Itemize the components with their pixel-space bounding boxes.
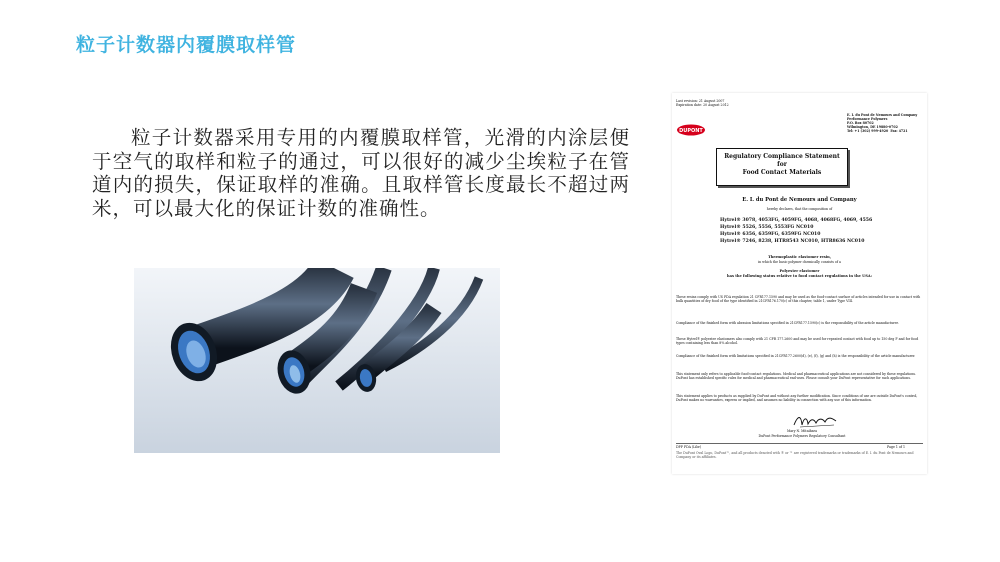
- doc-products: Hytrel® 3078, 4053FG, 4059FG, 4068, 4068FG, 4069, 4556 Hytrel® 5526, 5556, 5553FG NC010 Hytrel® 6356, 6359FG, 6359FG NC010 Hytrel® 7246, 8238, HTR8543 NC010, HTR8636 NC010: [720, 218, 873, 244]
- doc-para-4: Compliance of the finished form with limitations specified in 21CFR177.2600(d), (e), (f), (g) and (h) is the responsibility of the article manufacturer.: [676, 354, 916, 358]
- slide-title: 粒子计数器内覆膜取样管: [76, 34, 297, 56]
- doc-polyester: Polyester elastomer: [779, 269, 820, 273]
- doc-signer-title: DuPont Performance Polymers Regulatory Consultant: [758, 434, 846, 438]
- doc-revision: Last revision: 21 August 2007 Expiration date: 20 August 2012: [676, 99, 729, 107]
- doc-signer: Mary N. Mitaibara: [787, 429, 817, 433]
- compliance-document: [672, 93, 927, 474]
- doc-title-box: [716, 148, 848, 186]
- doc-resin-type: Thermoplastic elastomer resin,: [767, 255, 832, 259]
- dupont-logo-text: DUPONT: [679, 128, 703, 134]
- doc-hereby: hereby declares, that the composition of: [766, 207, 833, 211]
- doc-company: E. I. du Pont de Nemours and Company: [742, 197, 857, 203]
- doc-resin-sub: in which the basic polymer chemically consists of a: [758, 260, 841, 264]
- doc-footer-left: DPP FDA (Libr): [676, 445, 702, 449]
- doc-footer-right: Page 1 of 1: [887, 445, 906, 449]
- signature-image: [792, 413, 842, 429]
- doc-footer-rule: [676, 443, 923, 444]
- doc-para-2: Compliance of the finished form with abrasion limitations specified in 21CFR177.1590(c) is the responsibility of the article manufacturer.: [676, 321, 899, 325]
- doc-para-1: These resins comply with US FDA regulation 21 CFR177.1590 and may be used as the food-contact surface of articles intended for use in contact with bulk quantities of dry food of the type identified in 21CFR176.170(c) of this chapter, table 1, under Type VIII.: [676, 295, 921, 303]
- doc-para-5: This statement only refers to applicable food-contact regulations. Medical and pharmaceutical applications are not considered by these regulations. DuPont has established specific rules for medical and pharmaceutical end-uses. Please consult your DuPont representative for such applications.: [676, 372, 917, 380]
- dupont-logo: [676, 124, 706, 136]
- doc-para-6: This statement applies to products as supplied by DuPont and without any further modification. Since conditions of use are outside DuPont's control, DuPont makes no warranties, express or implied, and assumes no liability in connection with any use of this information.: [676, 394, 918, 402]
- doc-para-3: These Hytrel® polyester elastomers also comply with 21 CFR 177.2600 and may be used for repeated contact with food up to 150 deg F and for food types containing less than 8% alcohol.: [676, 337, 919, 345]
- doc-footer-note: The DuPont Oval Logo, DuPont™, and all products denoted with ® or ™ are registered trademarks or trademarks of E. I. du Pont de Nemours and Company or its affiliates.: [676, 451, 914, 459]
- sampling-tubes-photo: [134, 268, 500, 453]
- description-paragraph: 粒子计数器采用专用的内覆膜取样管，光滑的内涂层便于空气的取样和粒子的通过，可以很好的减少尘埃粒子在管道内的损失，保证取样的准确。且取样管长度最长不超过两米，可以最大化的保证计数的准确性。: [92, 126, 630, 220]
- doc-box-title: Regulatory Compliance Statement for Food Contact Materials: [724, 153, 840, 176]
- doc-header-address: E. I. du Pont de Nemours and Company Performance Polymers P.O. Box 80702 Wilmington, DE 19880-0702 Tel: +1 (302) 999-4920 Fax: 4721: [847, 113, 918, 133]
- doc-status-line: has the following status relative to food contact regulations in the USA:: [727, 274, 872, 278]
